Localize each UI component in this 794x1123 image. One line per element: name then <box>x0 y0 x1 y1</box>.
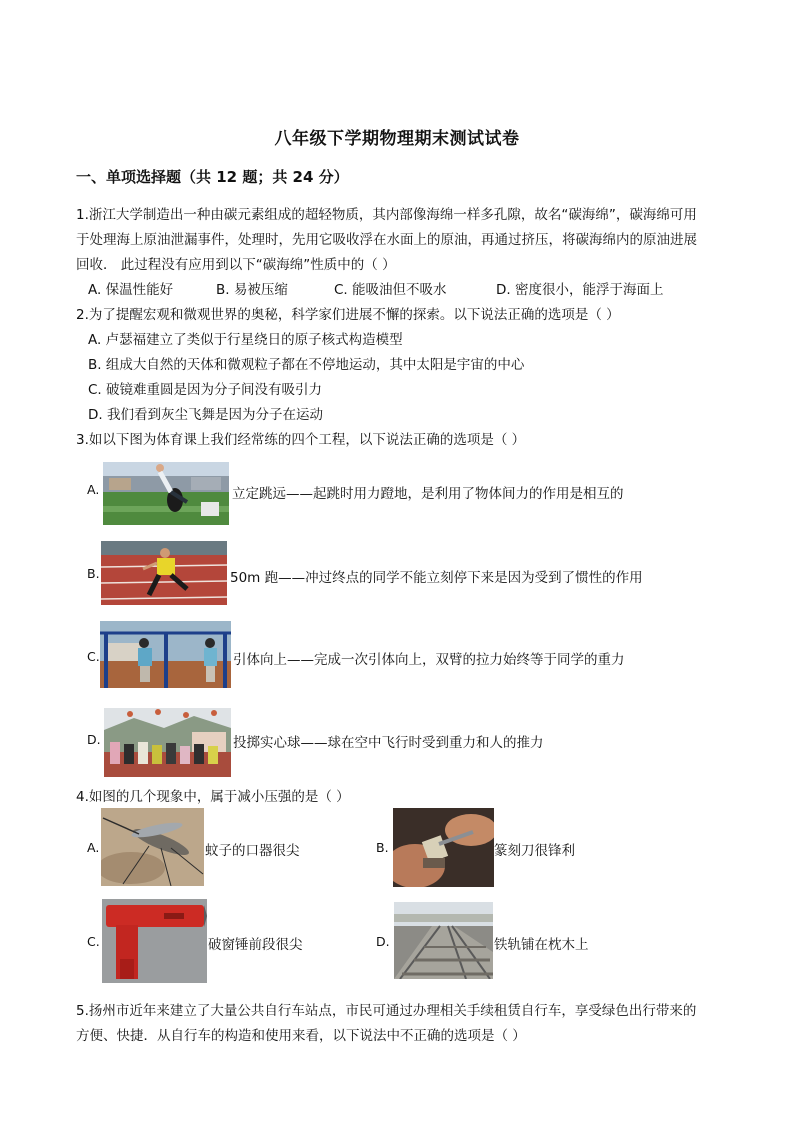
pull-up-photo <box>100 621 231 688</box>
q3-option-a-label[interactable]: A. <box>87 482 100 497</box>
standing-long-jump-photo <box>103 462 229 525</box>
q2-option-a[interactable]: A. 卢瑟福建立了类似于行星绕日的原子核式构造模型 <box>88 332 403 348</box>
section-heading: 一、单项选择题（共 12 题；共 24 分） <box>76 168 349 186</box>
q3-option-d-text[interactable]: 投掷实心球——球在空中飞行时受到重力和人的推力 <box>233 735 544 751</box>
q4-stem: 4.如图的几个现象中，属于减小压强的是（ ） <box>76 789 350 805</box>
50m-sprint-photo <box>101 541 227 605</box>
exam-title: 八年级下学期物理期末测试试卷 <box>274 129 520 149</box>
q4-option-b-text[interactable]: 篆刻刀很锋利 <box>494 843 575 859</box>
emergency-hammer-photo <box>102 899 207 983</box>
q4-option-b-label[interactable]: B. <box>376 840 389 855</box>
q1-option-b[interactable]: B. 易被压缩 <box>216 282 288 298</box>
q4-option-d-text[interactable]: 铁轨铺在枕木上 <box>494 937 589 953</box>
carving-knife-photo <box>393 808 494 887</box>
q1-options <box>88 278 663 298</box>
q2-option-c[interactable]: C. 破镜难重圆是因为分子间没有吸引力 <box>88 382 323 398</box>
q1-option-c[interactable]: C. 能吸油但不吸水 <box>334 282 447 298</box>
q2-option-b[interactable]: B. 组成大自然的天体和微观粒子都在不停地运动，其中太阳是宇宙的中心 <box>88 357 525 373</box>
q3-option-d-label[interactable]: D. <box>87 732 101 747</box>
q1-line-2: 于处理海上原油泄漏事件，处理时，先用它吸收浮在水面上的原油，再通过挤压，将碳海绵内的原油进展 <box>76 232 697 248</box>
q3-option-c-label[interactable]: C. <box>87 649 100 664</box>
q4-option-c-text[interactable]: 破窗锤前段很尖 <box>208 937 303 953</box>
q5-line-2: 方便、快捷．从自行车的构造和使用来看，以下说法中不正确的选项是（ ） <box>76 1028 526 1044</box>
q3-option-b-text[interactable]: 50m 跑——冲过终点的同学不能立刻停下来是因为受到了惯性的作用 <box>230 570 643 586</box>
q1-line-1: 1.浙江大学制造出一种由碳元素组成的超轻物质，其内部像海绵一样多孔隙，故名“碳海绵”，碳海绵可用 <box>76 207 697 223</box>
q1-option-d[interactable]: D. 密度很小，能浮于海面上 <box>496 282 664 298</box>
q3-option-c-text[interactable]: 引体向上——完成一次引体向上，双臂的拉力始终等于同学的重力 <box>233 652 625 668</box>
mosquito-photo <box>101 808 204 886</box>
railway-track-photo <box>394 902 493 979</box>
q5-line-1: 5.扬州市近年来建立了大量公共自行车站点，市民可通过办理相关手续租赁自行车，享受绿色出行带来的 <box>76 1003 697 1019</box>
q4-option-a-label[interactable]: A. <box>87 840 100 855</box>
q4-option-c-label[interactable]: C. <box>87 934 100 949</box>
q1-line-3: 回收． 此过程没有应用到以下“碳海绵”性质中的（ ） <box>76 257 396 273</box>
q3-option-b-label[interactable]: B. <box>87 566 100 581</box>
q3-stem: 3.如以下图为体育课上我们经常练的四个工程，以下说法正确的选项是（ ） <box>76 432 526 448</box>
q2-stem: 2.为了提醒宏观和微观世界的奥秘，科学家们进展不懈的探索。以下说法正确的选项是（ ） <box>76 307 620 323</box>
q4-option-d-label[interactable]: D. <box>376 934 390 949</box>
q3-option-a-text[interactable]: 立定跳远——起跳时用力蹬地，是利用了物体间力的作用是相互的 <box>232 486 624 502</box>
q4-option-a-text[interactable]: 蚊子的口器很尖 <box>205 843 300 859</box>
q1-option-a[interactable]: A. 保温性能好 <box>88 282 174 298</box>
shot-throw-photo <box>104 708 231 777</box>
q2-option-d[interactable]: D. 我们看到灰尘飞舞是因为分子在运动 <box>88 407 323 423</box>
